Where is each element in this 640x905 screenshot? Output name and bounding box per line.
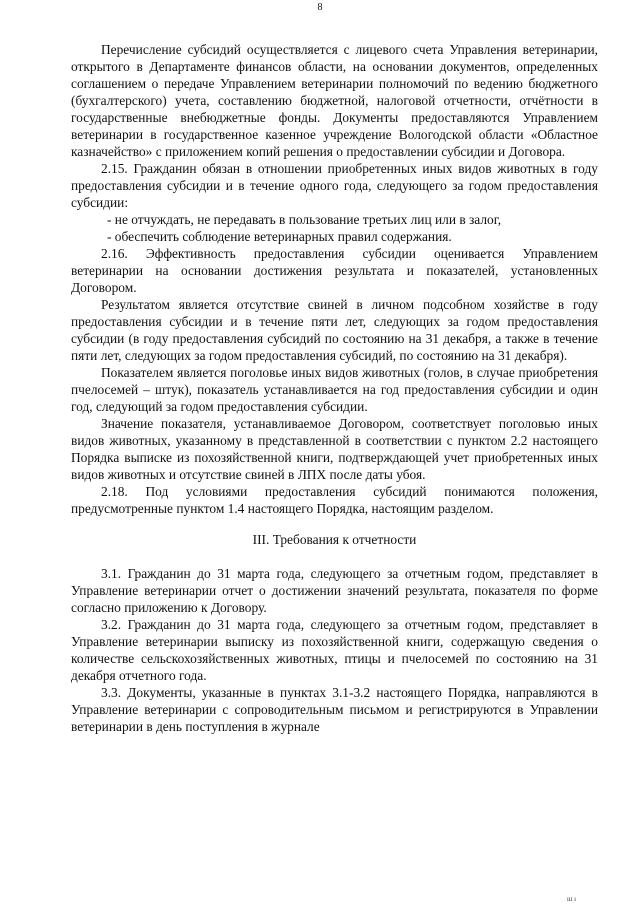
list-item-no-alienation: - не отчуждать, не передавать в пользование третьих лиц или в залог, — [107, 212, 502, 227]
document-body — [71, 41, 598, 735]
paragraph-2-15: 2.15. Гражданин обязан в отношении приобретенных иных видов животных в году предоставления субсидии и в течение одного года, следующего за годом предоставления субсидии: — [71, 161, 598, 210]
paragraph-3-3: 3.3. Документы, указанные в пунктах 3.1-3.2 настоящего Порядка, направляются в Управление ветеринарии с сопроводительным письмом и регистрируются в Управлении ветеринарии в день поступления в журнале — [71, 685, 598, 734]
paragraph-transfer-of-subsidies: Перечисление субсидий осуществляется с лицевого счета Управления ветеринарии, открытого в Департаменте финансов области, на основании документов, определенных соглашением о передаче Управлением ветеринарии полномочий по ведению бюджетного (бухгалтерского) учета, составлению бюджетной, налоговой отчетности, отчётности в государственные внебюджетные фонды. Документы предоставляются Управлением ветеринарии в государственное казенное учреждение Вологодской области «Областное казначейство» с приложением копий решения о предоставлении субсидии и Договора. — [71, 42, 598, 159]
paragraph-2-18: 2.18. Под условиями предоставления субсидий понимаются положения, предусмотренные пунктом 1.4 настоящего Порядка, настоящим разделом. — [71, 484, 598, 516]
paragraph-result: Результатом является отсутствие свиней в личном подсобном хозяйстве в году предоставления субсидии и в течение пяти лет, следующих за годом предоставления субсидии (в году предоставления субсидий по состоянию на 31 декабря, а также в течение пяти лет, следующих за годом предоставления субсидий, по состоянию на 31 декабря). — [71, 297, 598, 363]
paragraph-3-1: 3.1. Гражданин до 31 марта года, следующего за отчетным годом, представляет в Управление ветеринарии отчет о достижении значений результата, показателя по форме согласно приложению к Договору. — [71, 566, 598, 615]
footer-mark: ш ı — [567, 895, 577, 903]
paragraph-3-2: 3.2. Гражданин до 31 марта года, следующего за отчетным годом, представляет в Управление ветеринарии выписку из похозяйственной книги, содержащую сведения о количестве сельскохозяйственных животных, птицы и пчелосемей по состоянию на 31 декабря отчетного года. — [71, 617, 598, 683]
section-heading-reporting: III. Требования к отчетности — [252, 532, 417, 547]
paragraph-2-16: 2.16. Эффективность предоставления субсидии оценивается Управлением ветеринарии на основании достижения результата и показателей, установленных Договором. — [71, 246, 598, 295]
page-number: 8 — [317, 2, 323, 13]
paragraph-indicator-value: Значение показателя, устанавливаемое Договором, соответствует поголовью иных видов животных, указанному в представленной в соответствии с пунктом 2.2 настоящего Порядка выписке из похозяйственной книги, подтверждающей учет приобретенных иных видов животных и отсутствие свиней в ЛПХ после даты убоя. — [71, 416, 598, 482]
paragraph-indicator: Показателем является поголовье иных видов животных (голов, в случае приобретения пчелосемей – штук), показатель устанавливается на год предоставления субсидии и один год, следующий за годом предоставления субсидии. — [71, 365, 598, 414]
list-item-vet-rules: - обеспечить соблюдение ветеринарных правил содержания. — [107, 229, 452, 244]
